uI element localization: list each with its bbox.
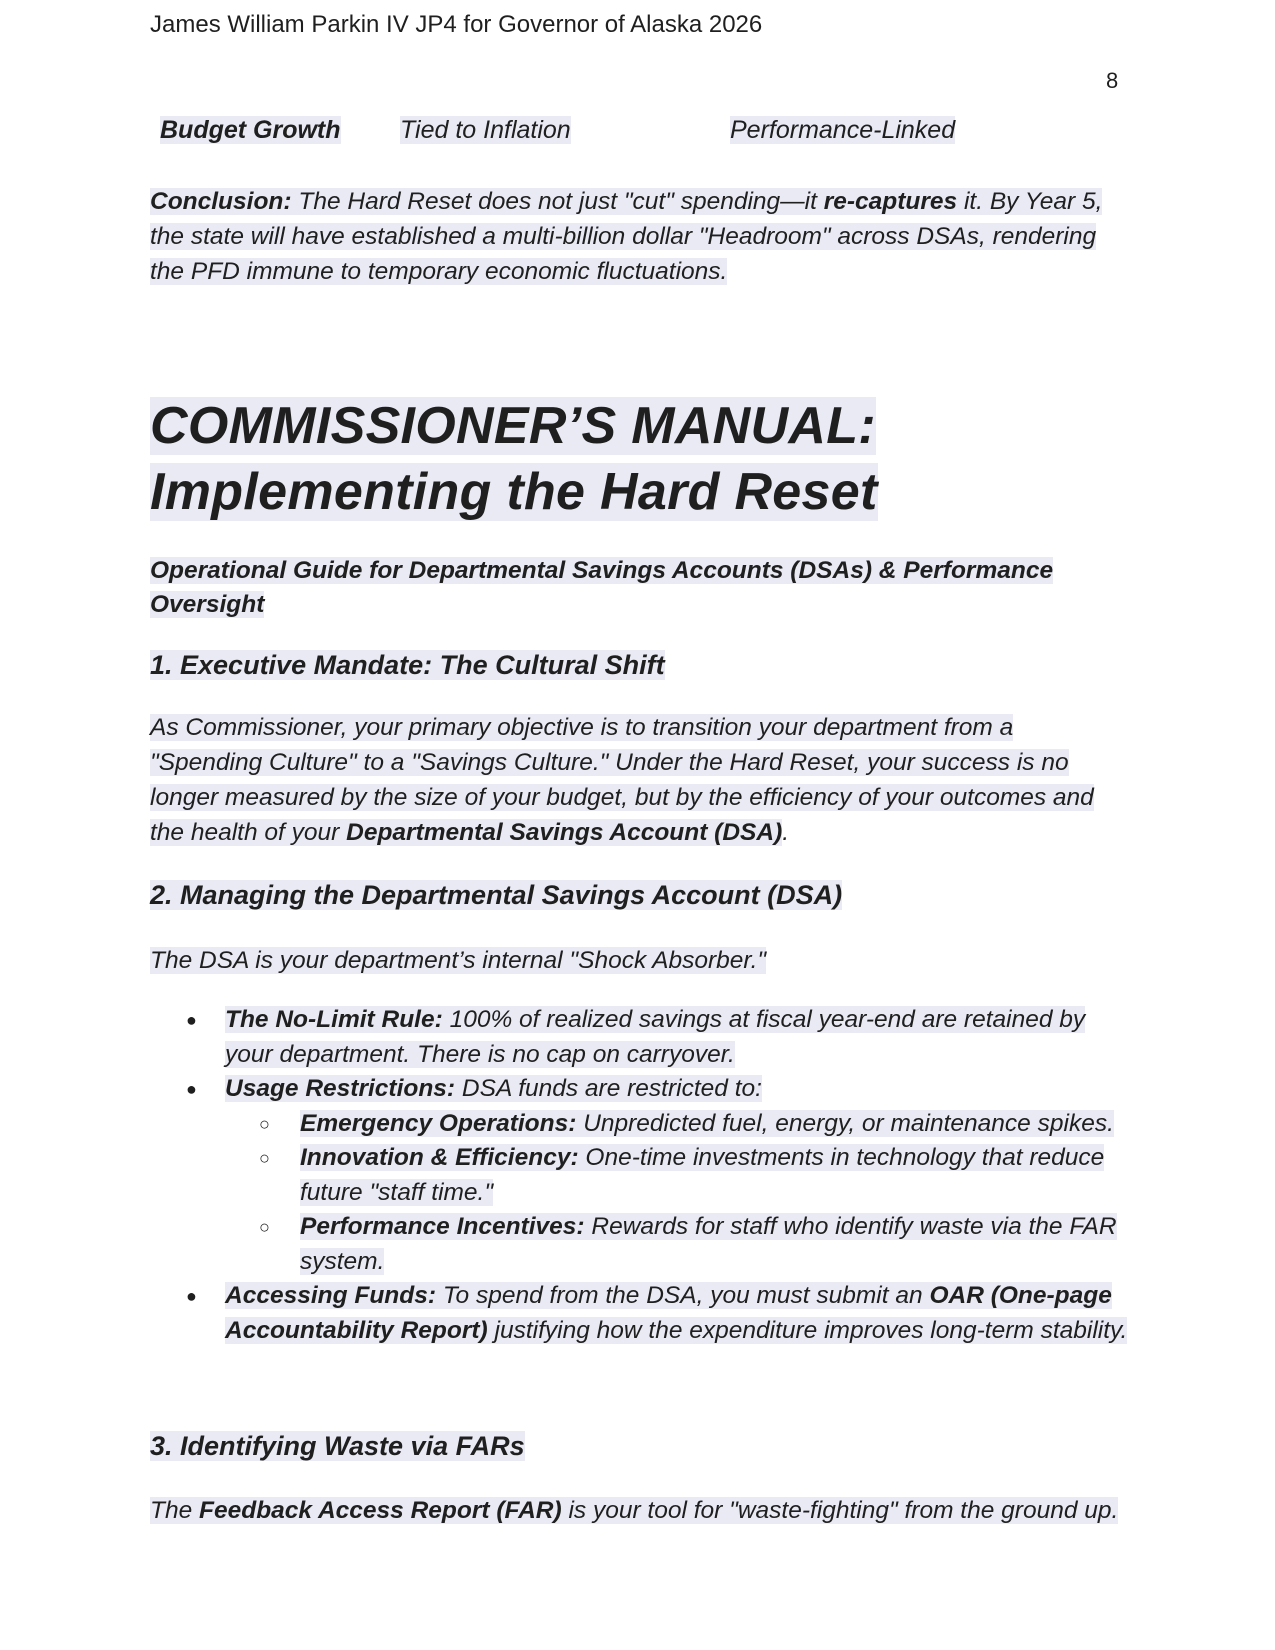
bullet-label: Usage Restrictions: <box>225 1075 456 1102</box>
sub-bullet-text: Unpredicted fuel, energy, or maintenance spikes. <box>576 1109 1114 1137</box>
sub-bullet-label: Emergency Operations: <box>300 1109 577 1137</box>
section-1-paragraph <box>150 710 1130 850</box>
table-cell-col1: Tied to Inflation <box>400 116 571 144</box>
sub-bullet-label: Innovation & Efficiency: <box>300 1144 579 1171</box>
bullet-text: DSA funds are restricted to: <box>455 1075 762 1102</box>
table-row-label <box>160 116 341 145</box>
sub-bullet-text: Rewards for staff who identify waste via the FAR system. <box>300 1213 1117 1275</box>
conclusion-paragraph <box>150 184 1130 289</box>
title-line-1: COMMISSIONER’S MANUAL: <box>150 397 876 455</box>
bullet-label: The No-Limit Rule: <box>225 1006 443 1033</box>
section-1-heading-text: 1. Executive Mandate: The Cultural Shift <box>150 650 665 680</box>
table-cell-col2: Performance-Linked <box>730 116 956 144</box>
sub-list-item <box>225 1141 1130 1210</box>
bullet-text: 100% of realized savings at fiscal year-end are retained by your department. There is no cap on carryover. <box>225 1006 1086 1068</box>
table-row-col1 <box>400 116 571 145</box>
bullet-text: To spend from the DSA, you must submit an <box>436 1282 930 1309</box>
section-1-text: As Commissioner, your primary objective is to transition your department from a "Spending Culture" to a "Savings Culture." Under the Hard Reset, your success is no longer measured by the size of your budget, but by the efficiency of your outcomes and the health of your <box>150 714 1094 846</box>
page-number: 8 <box>1106 68 1119 93</box>
section-2-heading <box>150 880 842 911</box>
section-1-bold: Departmental Savings Account (DSA) <box>346 819 783 846</box>
list-item <box>150 1072 1130 1279</box>
sub-bullet-text: One-time investments in technology that reduce future "staff time." <box>300 1144 1105 1206</box>
section-2-intro <box>150 943 1130 978</box>
conclusion-text-1: The Hard Reset does not just "cut" spending—it <box>291 188 824 215</box>
section-2-heading-text: 2. Managing the Departmental Savings Account (DSA) <box>150 880 843 910</box>
dsa-bullet-list <box>150 1003 1130 1348</box>
section-3-heading-text: 3. Identifying Waste via FARs <box>150 1431 525 1461</box>
conclusion-label: Conclusion: <box>150 188 292 215</box>
subtitle <box>150 554 1110 622</box>
section-3-bold: Feedback Access Report (FAR) <box>199 1497 562 1524</box>
bullet-bold: OAR (One-page Accountability Report) <box>225 1282 1112 1344</box>
conclusion-bold: re-captures <box>823 188 958 215</box>
conclusion-text-2: it. By Year 5, the state will have established a multi-billion dollar "Headroom" across DSAs, rendering the PFD immune to temporary economic fluctuations. <box>150 188 1103 285</box>
sub-bullet-label: Performance Incentives: <box>300 1213 585 1240</box>
sub-list-item <box>225 1107 1130 1142</box>
section-1-end: . <box>782 819 790 846</box>
section-3-paragraph <box>150 1493 1130 1528</box>
page-title <box>150 393 878 525</box>
list-item <box>150 1279 1130 1348</box>
section-3-text-2: is your tool for "waste-fighting" from the ground up. <box>561 1497 1119 1524</box>
section-3-heading <box>150 1431 525 1462</box>
bullet-label: Accessing Funds: <box>225 1282 437 1309</box>
bullet-text-2: justifying how the expenditure improves long-term stability. <box>487 1316 1128 1344</box>
subtitle-text: Operational Guide for Departmental Savings Accounts (DSAs) & Performance Oversight <box>150 557 1054 618</box>
table-cell-label: Budget Growth <box>160 116 341 144</box>
section-2-intro-text: The DSA is your department’s internal "Shock Absorber." <box>150 947 767 974</box>
table-row-col2 <box>730 116 955 145</box>
section-1-heading <box>150 650 665 681</box>
running-header: James William Parkin IV JP4 for Governor of Alaska 2026 <box>150 11 763 38</box>
sub-list-item <box>225 1210 1130 1279</box>
usage-sub-list <box>225 1107 1130 1280</box>
list-item <box>150 1003 1130 1072</box>
title-line-2: Implementing the Hard Reset <box>150 463 878 521</box>
section-3-text-1: The <box>150 1497 200 1524</box>
